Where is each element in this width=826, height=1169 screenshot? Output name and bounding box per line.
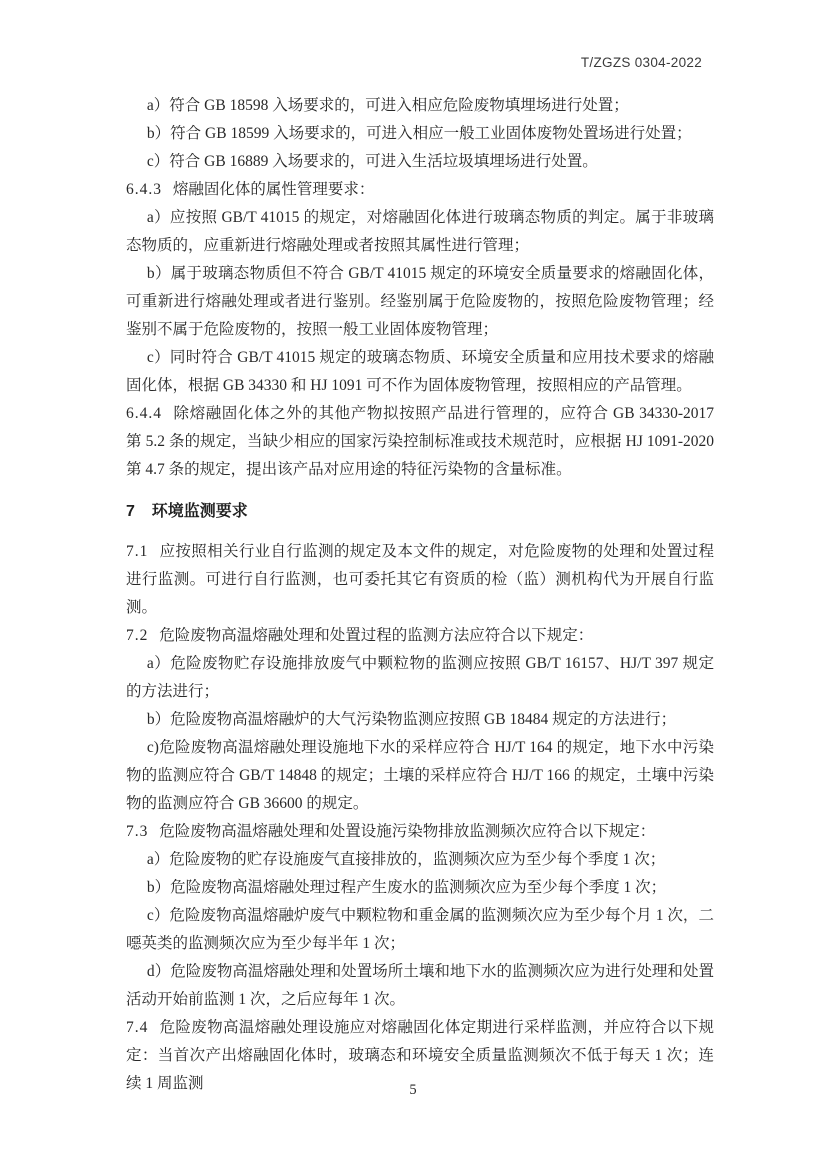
list-item-paragraph — [126, 344, 714, 400]
clause-number: 6.4.4 — [126, 405, 162, 422]
clause-paragraph — [126, 176, 714, 204]
list-item-text: b）危险废物高温熔融炉的大气污染物监测应按照 GB 18484 规定的方法进行； — [146, 711, 677, 728]
list-item-text: a）应按照 GB/T 41015 的规定，对熔融固化体进行玻璃态物质的判定。属于非玻璃态物质的，应重新进行熔融处理或者按照其属性进行管理； — [126, 209, 714, 254]
list-item-paragraph — [126, 92, 714, 120]
clause-paragraph — [126, 538, 714, 622]
clause-paragraph — [126, 400, 714, 484]
list-item-paragraph — [126, 902, 714, 958]
clause-paragraph — [126, 622, 714, 650]
document-body — [126, 92, 714, 1098]
clause-text: 危险废物高温熔融处理和处置过程的监测方法应符合以下规定： — [159, 627, 594, 644]
clause-number: 6.4.3 — [126, 181, 162, 198]
list-item-paragraph — [126, 706, 714, 734]
clause-text: 应按照相关行业自行监测的规定及本文件的规定，对危险废物的处理和处置过程进行监测。可进行自行监测，也可委托其它有资质的检（监）测机构代为开展自行监测。 — [126, 543, 714, 616]
list-item-text: c）同时符合 GB/T 41015 规定的玻璃态物质、环境安全质量和应用技术要求的熔融固化体，根据 GB 34330 和 HJ 1091 可不作为固体废物管理，按照相应的产品管理。 — [126, 349, 714, 394]
clause-number: 7.2 — [126, 627, 149, 644]
clause-text: 除熔融固化体之外的其他产物拟按照产品进行管理的，应符合 GB 34330-2017 第 5.2 条的规定，当缺少相应的国家污染控制标准或技术规范时，应根据 HJ 1091-2020 第 4.7 条的规定，提出该产品对应用途的特征污染物的含量标准。 — [126, 405, 714, 478]
list-item-paragraph — [126, 260, 714, 344]
list-item-text: a）危险废物贮存设施排放废气中颗粒物的监测应按照 GB/T 16157、HJ/T 397 规定的方法进行； — [126, 655, 714, 700]
clause-text: 熔融固化体的属性管理要求： — [172, 181, 375, 198]
clause-number: 7.4 — [126, 1019, 149, 1036]
list-item-text: a）危险废物的贮存设施废气直接排放的，监测频次应为至少每个季度 1 次； — [146, 851, 666, 868]
list-item-paragraph — [126, 650, 714, 706]
list-item-text: c)危险废物高温熔融处理设施地下水的采样应符合 HJ/T 164 的规定，地下水中污染物的监测应符合 GB/T 14848 的规定；土壤的采样应符合 HJ/T 166 的规定，土壤中污染物的监测应符合 GB 36600 的规定。 — [126, 739, 714, 812]
list-item-paragraph — [126, 204, 714, 260]
clause-paragraph — [126, 818, 714, 846]
section-heading — [126, 498, 714, 526]
list-item-text: c）符合 GB 16889 入场要求的，可进入生活垃圾填埋场进行处置。 — [146, 153, 598, 170]
standard-number-header: T/ZGZS 0304-2022 — [580, 55, 702, 70]
section-number: 7 — [126, 503, 135, 520]
list-item-text: b）危险废物高温熔融处理过程产生废水的监测频次应为至少每个季度 1 次； — [146, 879, 667, 896]
clause-text: 危险废物高温熔融处理和处置设施污染物排放监测频次应符合以下规定： — [159, 823, 656, 840]
list-item-paragraph — [126, 874, 714, 902]
list-item-text: a）符合 GB 18598 入场要求的，可进入相应危险废物填埋场进行处置； — [146, 97, 629, 114]
clause-number: 7.3 — [126, 823, 149, 840]
list-item-text: d）危险废物高温熔融处理和处置场所土壤和地下水的监测频次应为进行处理和处置活动开始前监测 1 次，之后应每年 1 次。 — [126, 963, 714, 1008]
list-item-paragraph — [126, 148, 714, 176]
list-item-text: c）危险废物高温熔融炉废气中颗粒物和重金属的监测频次应为至少每个月 1 次，二噁英类的监测频次应为至少每半年 1 次； — [126, 907, 714, 952]
page-number: 5 — [409, 1082, 417, 1098]
section-title: 环境监测要求 — [151, 503, 248, 520]
list-item-text: b）符合 GB 18599 入场要求的，可进入相应一般工业固体废物处置场进行处置； — [146, 125, 692, 142]
list-item-paragraph — [126, 846, 714, 874]
list-item-text: b）属于玻璃态物质但不符合 GB/T 41015 规定的环境安全质量要求的熔融固化体，可重新进行熔融处理或者进行鉴别。经鉴别属于危险废物的，按照危险废物管理；经鉴别不属于危险废物的，按照一般工业固体废物管理； — [126, 265, 714, 338]
list-item-paragraph — [126, 958, 714, 1014]
clause-text: 危险废物高温熔融处理设施应对熔融固化体定期进行采样监测，并应符合以下规定：当首次产出熔融固化体时，玻璃态和环境安全质量监测频次不低于每天 1 次；连续 1 周监测 — [126, 1019, 714, 1092]
list-item-paragraph — [126, 734, 714, 818]
list-item-paragraph — [126, 120, 714, 148]
clause-number: 7.1 — [126, 543, 149, 560]
